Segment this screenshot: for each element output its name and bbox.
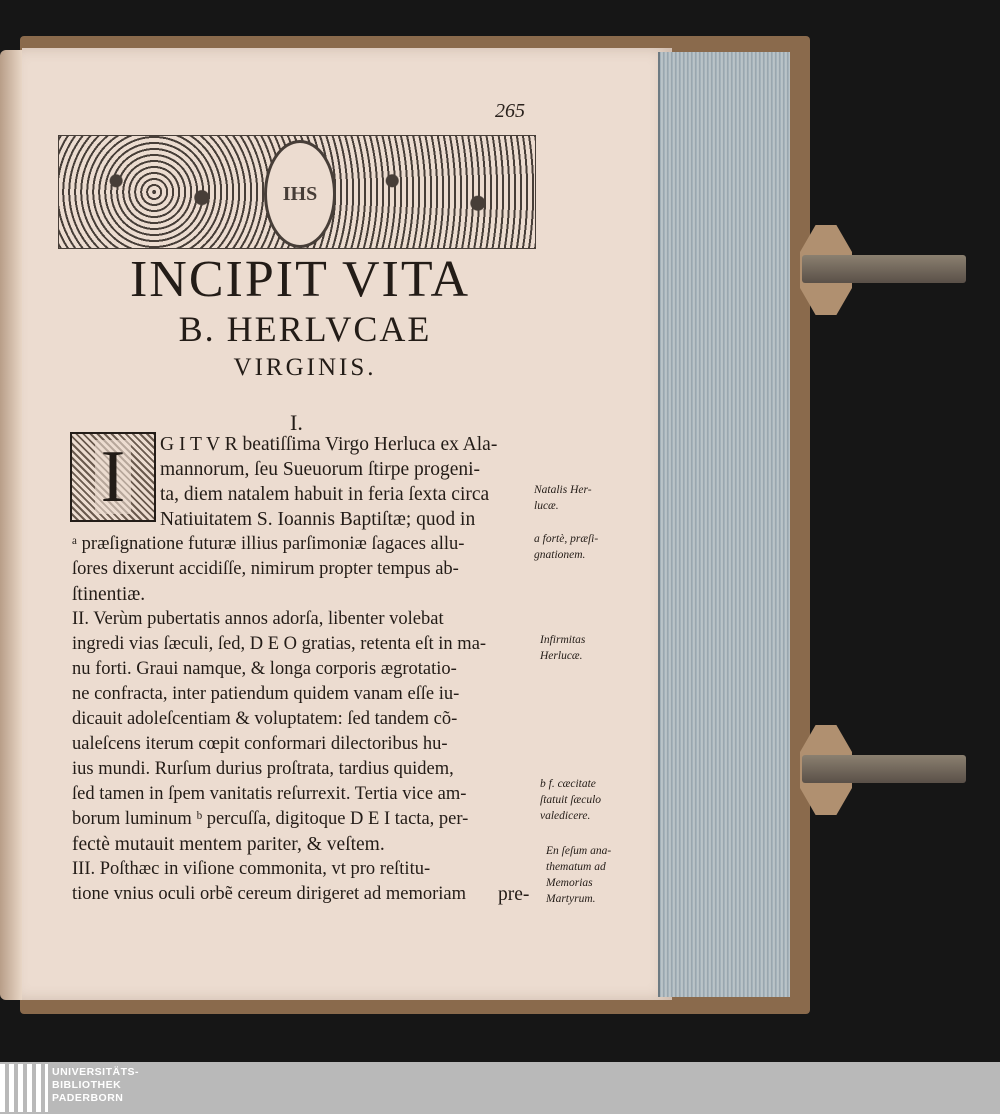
body-line: ta, diem natalem habuit in feria ſexta circa (160, 484, 490, 505)
clasp-strap (802, 755, 966, 783)
margin-note: b f. cæcitate (540, 778, 596, 790)
page-fore-edge (658, 52, 790, 997)
margin-note: gnationem. (534, 549, 586, 561)
section-numeral: I. (290, 410, 303, 435)
body-line: mannorum, ſeu Sueuorum ſtirpe progeni- (160, 459, 481, 480)
body-line: ſtinentiæ. (72, 584, 146, 605)
margin-note: En ſeſum ana- (546, 845, 612, 857)
body-line: III. Poſthæc in viſione commonita, vt pro reſtitu- (72, 859, 431, 879)
left-page-edge (0, 50, 22, 1000)
library-footer (0, 1062, 1000, 1114)
ihs-medallion: IHS (264, 140, 336, 248)
margin-note: thematum ad (546, 861, 606, 873)
catchword: pre- (498, 884, 530, 905)
body-line: ᵃ præſignatione futuræ illius parſimoniæ ſagaces allu- (72, 534, 465, 554)
body-line: ſed tamen in ſpem vanitatis reſurrexit. Tertia vice am- (72, 784, 467, 804)
upper-clasp (800, 225, 970, 315)
body-line: ne confracta, inter patiendum quidem vanam eſſe iu- (72, 684, 460, 704)
body-line: Natiuitatem S. Ioannis Baptiſtæ; quod in (160, 509, 476, 530)
body-line: II. Verùm pubertatis annos adorſa, libenter volebat (72, 609, 444, 629)
title-line-3: VIRGINIS. (233, 354, 377, 381)
library-name-line: UNIVERSITÄTS- (52, 1066, 140, 1078)
headpiece-ornament (58, 135, 536, 249)
body-line: tione vnius oculi orbẽ cereum dirigeret ad memoriam (72, 884, 467, 904)
library-logo-icon (0, 1064, 48, 1112)
margin-note: a fortè, præſi- (534, 533, 599, 545)
body-line: dicauit adoleſcentiam & voluptatem: ſed tandem cõ- (72, 709, 458, 729)
margin-note: Natalis Her- (534, 484, 592, 496)
margin-note: Infirmitas (540, 634, 586, 646)
body-line: G I T V R beatiſſima Virgo Herluca ex Ala- (160, 434, 498, 455)
body-line: ualeſcens iterum cœpit conformari dilectoribus hu- (72, 734, 448, 754)
body-line: nu forti. Graui namque, & longa corporis ægrotatio- (72, 659, 457, 679)
body-line: borum luminum ᵇ percuſſa, digitoque D E I tacta, per- (72, 809, 469, 829)
margin-note: valedicere. (540, 810, 591, 822)
library-name-line: PADERBORN (52, 1092, 124, 1104)
body-line: fectè mutauit mentem pariter, & veſtem. (72, 834, 385, 855)
library-name-line: BIBLIOTHEK (52, 1079, 122, 1091)
clasp-strap (802, 255, 966, 283)
drop-cap-letter: I (95, 440, 132, 514)
margin-note: ſtatuit ſæculo (540, 794, 602, 806)
body-line: ingredi vias ſæculi, ſed, D E O gratias, retenta eſt in ma- (72, 634, 487, 654)
margin-note: Herlucæ. (540, 650, 583, 662)
margin-note: Memorias (546, 877, 593, 889)
page-number: 265 (495, 100, 525, 122)
body-line: ius mundi. Rurſum durius proſtrata, tardius quidem, (72, 759, 454, 779)
lower-clasp (800, 725, 970, 815)
margin-note: lucæ. (534, 500, 559, 512)
title-line-1: INCIPIT VITA (129, 251, 470, 308)
title-line-2: B. HERLVCAE (178, 309, 432, 349)
margin-note: Martyrum. (546, 893, 596, 905)
drop-cap (70, 432, 156, 522)
body-line: ſores dixerunt accidiſſe, nimirum propter tempus ab- (72, 559, 459, 579)
